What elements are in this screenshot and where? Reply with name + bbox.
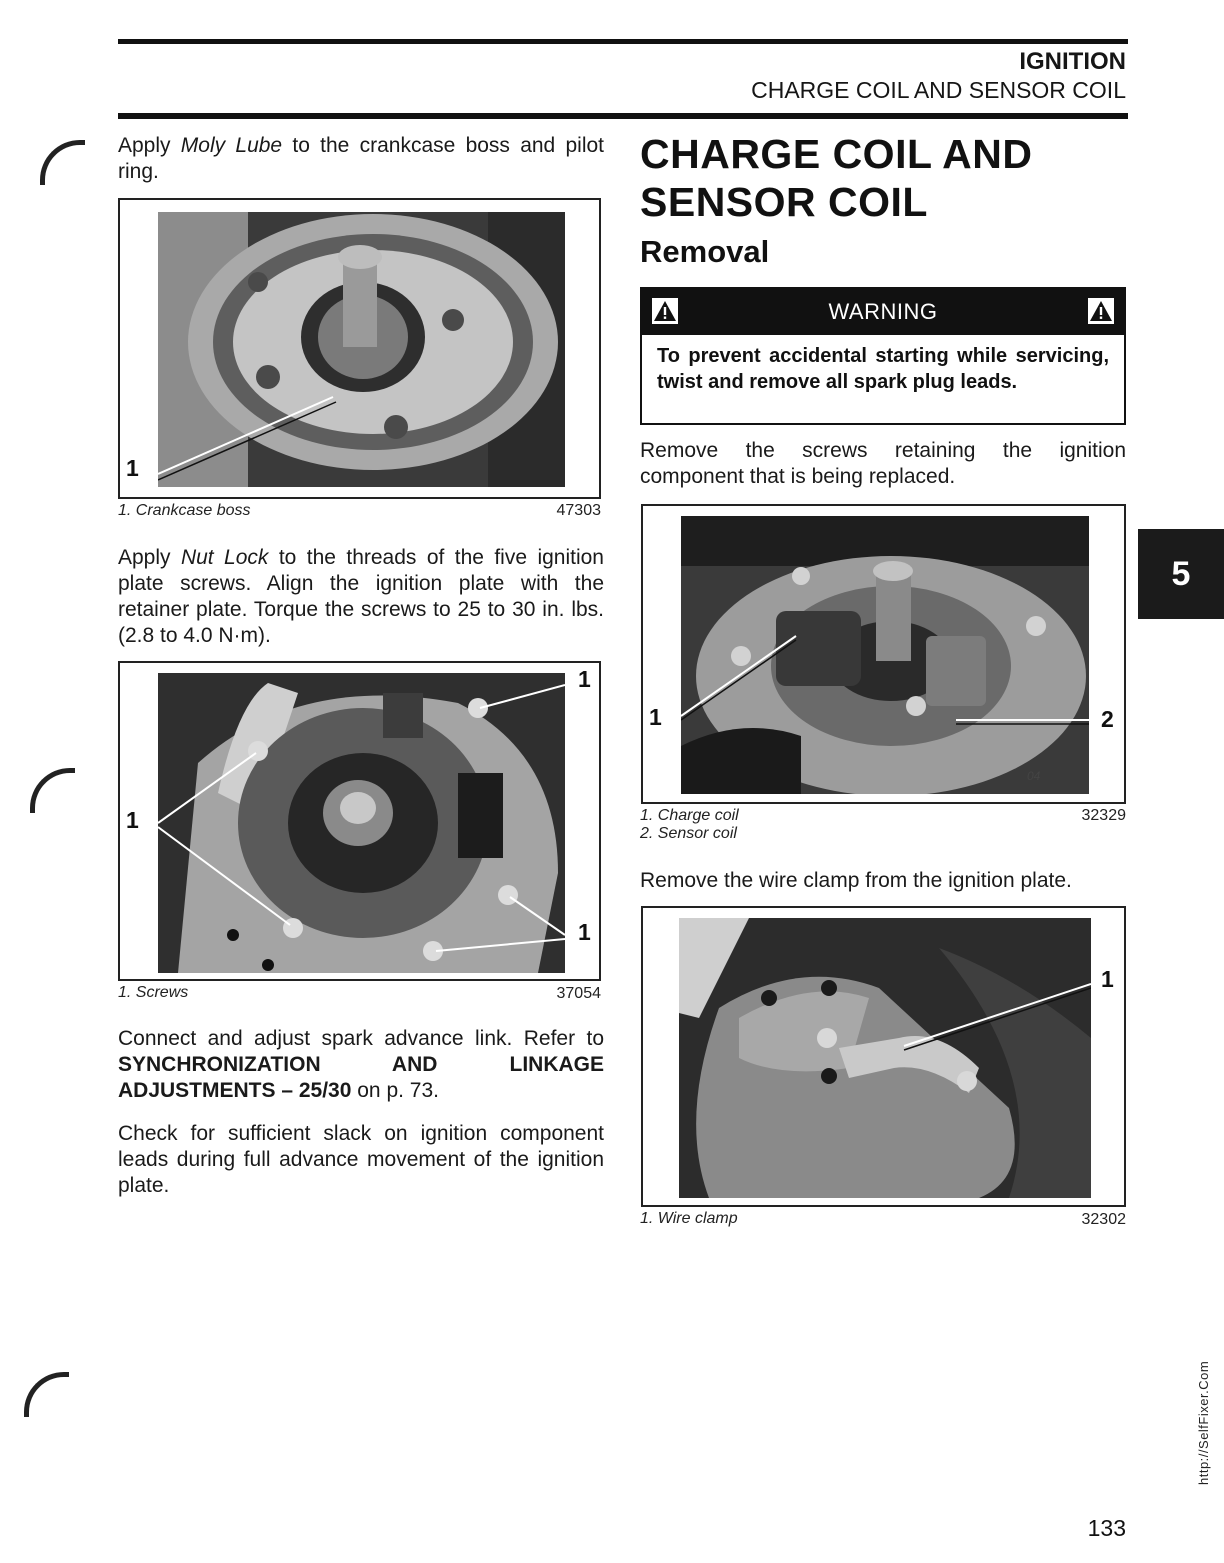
charge-and-sensor-coil-photo bbox=[681, 516, 1089, 794]
figure-crankcase-boss bbox=[118, 198, 601, 499]
figure-wire-clamp bbox=[641, 906, 1126, 1207]
product-name: Moly Lube bbox=[180, 134, 283, 157]
figure-charge-sensor-coil bbox=[641, 504, 1126, 804]
right-paragraph-remove-screws: Remove the screws retaining the ignition component that is being replaced. bbox=[640, 439, 1126, 488]
header-top-rule bbox=[118, 39, 1128, 44]
fig2-caption: 1. Screws bbox=[118, 984, 189, 1001]
cross-reference-link[interactable]: SYNCHRONIZATION AND LINKAGE ADJUSTMENTS – 25/30 bbox=[118, 1053, 604, 1102]
fig3-caption-1: 1. Charge coil bbox=[640, 807, 739, 824]
fig2-callout-right: 1 bbox=[578, 919, 591, 945]
binder-hole-mark-top bbox=[40, 140, 85, 185]
page-number: 133 bbox=[1087, 1515, 1126, 1541]
fig4-callout-1: 1 bbox=[1101, 966, 1114, 992]
section-title-removal: Removal bbox=[640, 234, 770, 269]
left-paragraph-nut-lock: Apply Nut Lock to the threads of the five ignition plate screws. Align the ignition plate with the retainer plate. Torque the screws to 25 to 30 in. lbs. (2.8 to 4.0 N·m). bbox=[118, 546, 604, 647]
wire-clamp-photo bbox=[679, 918, 1091, 1198]
fig4-caption: 1. Wire clamp bbox=[640, 1210, 738, 1227]
header-subsection: CHARGE COIL AND SENSOR COIL bbox=[751, 77, 1126, 103]
product-name: Nut Lock bbox=[180, 546, 269, 569]
right-paragraph-wire-clamp: Remove the wire clamp from the ignition plate. bbox=[640, 869, 1072, 892]
fig2-number: 37054 bbox=[556, 985, 601, 1002]
fig1-caption: 1. Crankcase boss bbox=[118, 502, 251, 519]
warning-header-bar bbox=[642, 289, 1124, 335]
header-section: IGNITION bbox=[1019, 48, 1126, 75]
binder-hole-mark-middle bbox=[30, 768, 75, 813]
fig2-callout-top: 1 bbox=[578, 666, 591, 692]
header-bottom-rule bbox=[118, 113, 1128, 119]
fig3-number: 32329 bbox=[1081, 807, 1126, 824]
warning-text: To prevent accidental starting while servicing, twist and remove all spark plug leads. bbox=[657, 345, 1109, 393]
fig3-caption-2: 2. Sensor coil bbox=[640, 825, 737, 842]
fig4-number: 32302 bbox=[1081, 1211, 1126, 1228]
fig3-callout-2: 2 bbox=[1101, 706, 1114, 732]
fig1-callout-1: 1 bbox=[126, 455, 139, 481]
binder-hole-mark-bottom bbox=[24, 1372, 69, 1417]
warning-title: WARNING bbox=[828, 299, 938, 324]
left-paragraph-moly-lube: Apply Moly Lube to the crankcase boss and pilot ring. bbox=[118, 134, 605, 183]
fig3-callout-1: 1 bbox=[649, 704, 662, 730]
left-paragraph-slack-check: Check for sufficient slack on ignition component leads during full advance movement of the ignition plate. bbox=[118, 1122, 604, 1197]
chapter-tab: 5 bbox=[1138, 529, 1224, 619]
left-paragraph-spark-advance: Connect and adjust spark advance link. Refer to SYNCHRONIZATION AND LINKAGE ADJUSTMENTS – 25/30 on p. 73. bbox=[118, 1027, 604, 1102]
warning-box bbox=[640, 287, 1126, 425]
fig3-stamp: 04 bbox=[1027, 769, 1041, 783]
crankcase-boss-photo bbox=[158, 212, 565, 487]
page-title: CHARGE COIL AND SENSOR COIL bbox=[640, 131, 1033, 225]
side-url-watermark: http://SelfFixer.Com bbox=[1196, 1360, 1211, 1485]
fig1-number: 47303 bbox=[556, 502, 601, 519]
warning-triangle-icon bbox=[1088, 298, 1114, 324]
ignition-plate-screws-photo bbox=[158, 673, 565, 973]
figure-screws bbox=[118, 661, 601, 981]
fig2-callout-left: 1 bbox=[126, 807, 139, 833]
